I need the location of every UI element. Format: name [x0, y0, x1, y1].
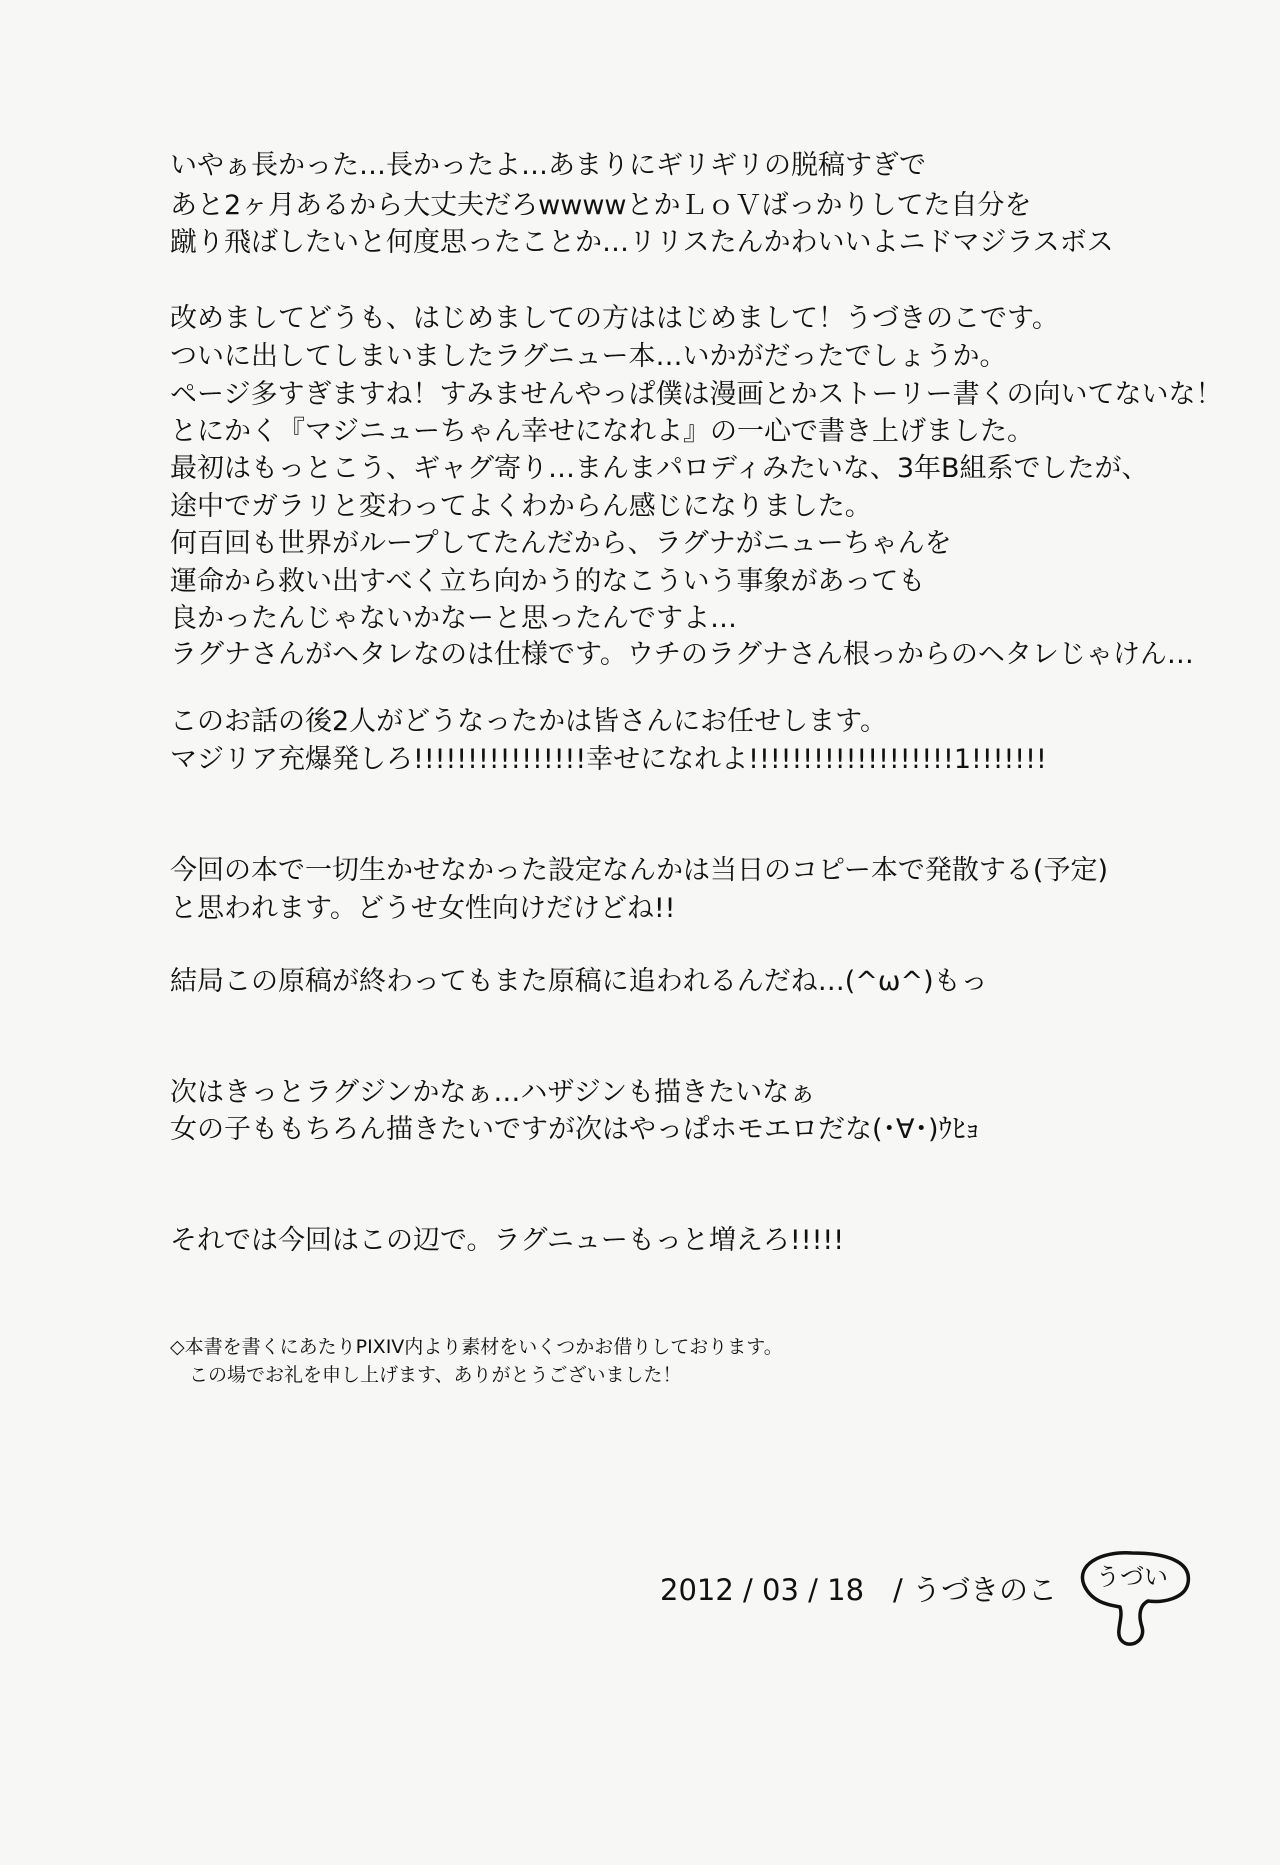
text-line: 結局この原稿が終わってもまた原稿に追われるんだね…(^ω^)もっ [170, 966, 988, 997]
text-line: あと2ヶ月あるから大丈夫だろwwwwとかＬｏＶばっかりしてた自分を [170, 190, 1032, 221]
text-line: 蹴り飛ばしたいと何度思ったことか…リリスたんかわいいよニドマジラスボス [170, 227, 1114, 258]
text-line: 次はきっとラグジンかなぁ…ハザジンも描きたいなぁ [170, 1077, 817, 1108]
text-line: 運命から救い出すべく立ち向かう的なこういう事象があっても [170, 566, 926, 597]
text-line: 何百回も世界がループしてたんだから、ラグナがニューちゃんを [170, 528, 952, 559]
text-line: 今回の本で一切生かせなかった設定なんかは当日のコピー本で発散する(予定) [170, 855, 1108, 886]
text-line: 途中でガラリと変わってよくわからん感じになりました。 [170, 491, 872, 522]
text-line: 最初はもっとこう、ギャグ寄り…まんまパロディみたいな、3年B組系でしたが、 [170, 453, 1149, 484]
text-line: ついに出してしまいましたラグニュー本…いかがだったでしょうか。 [170, 341, 1007, 372]
credit-note-line: この場でお礼を申し上げます、ありがとうございました！ [170, 1364, 682, 1386]
text-line: 良かったんじゃないかなーと思ったんですよ… [170, 603, 737, 634]
text-line: マジリア充爆発しろ!!!!!!!!!!!!!!!!幸せになれよ!!!!!!!!!!!!!!!!!!!1!!!!!!! [170, 744, 1047, 775]
text-line: 改めましてどうも、はじめましての方ははじめまして！うづきのこです。 [170, 303, 1059, 334]
logo-lettering: うづい [1096, 1563, 1168, 1591]
text-line: ページ多すぎますね！すみませんやっぱ僕は漫画とかストーリー書くの向いてないな！ [170, 379, 1223, 410]
credit-note-line: ◇本書を書くにあたりPIXIV内より素材をいくつかお借りしております。 [170, 1336, 783, 1358]
text-line: いやぁ長かった…長かったよ…あまりにギリギリの脱稿すぎで [170, 150, 926, 181]
text-line: それでは今回はこの辺で。ラグニューもっと増えろ!!!!! [170, 1225, 845, 1256]
text-line: このお話の後2人がどうなったかは皆さんにお任せします。 [170, 706, 888, 737]
text-line: とにかく『マジニューちゃん幸せになれよ』の一心で書き上げました。 [170, 416, 1034, 447]
text-line: ラグナさんがヘタレなのは仕様です。ウチのラグナさん根っからのヘタレじゃけん… [170, 639, 1194, 670]
text-line: 女の子ももちろん描きたいですが次はやっぱホモエロだな(･∀･)ｳﾋｮ [170, 1114, 980, 1145]
text-line: と思われます。どうせ女性向けだけどね!! [170, 893, 676, 924]
author-logo [1070, 1545, 1200, 1655]
date-and-author: 2012 / 03 / 18 / うづきのこ [660, 1573, 1058, 1607]
